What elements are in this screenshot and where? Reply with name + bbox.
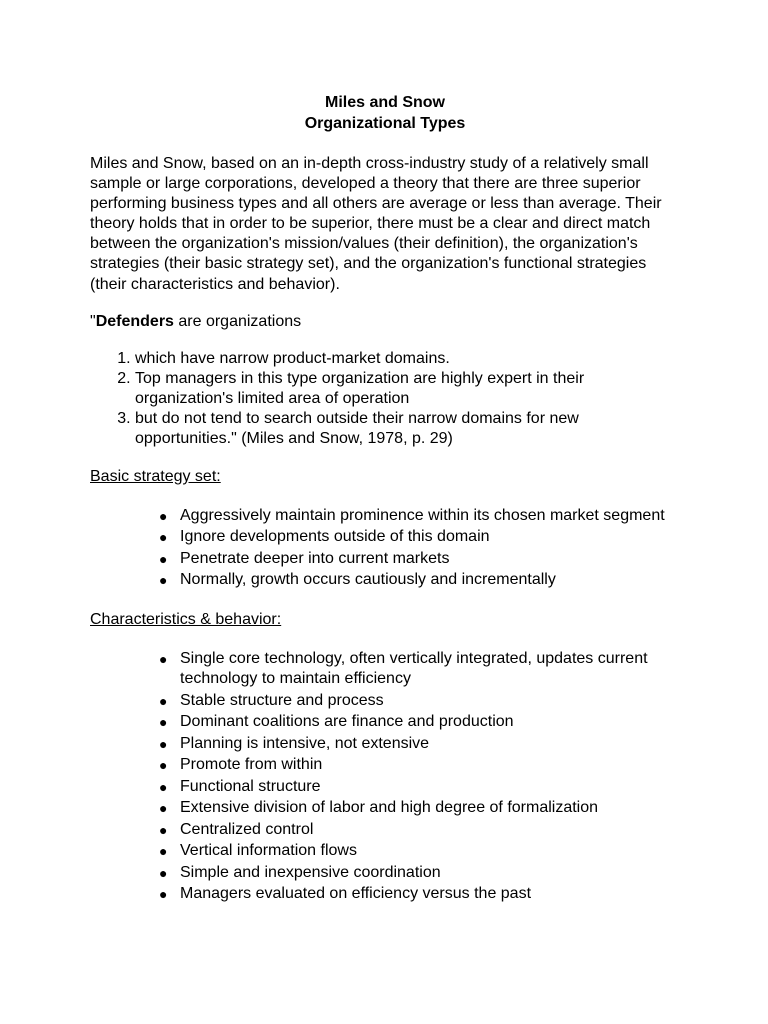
defenders-term: Defenders: [95, 312, 174, 330]
strategy-heading: Basic strategy set:: [90, 467, 221, 485]
list-item: [159, 863, 680, 884]
defenders-lead-text: are organizations: [173, 312, 302, 330]
list-item-text: Promote from within: [180, 756, 323, 774]
list-item: [159, 798, 680, 819]
bullet-icon: ●: [159, 821, 168, 838]
list-item-text: Managers evaluated on efficiency versus the past: [180, 885, 532, 903]
list-item: [159, 841, 680, 862]
list-item: [159, 649, 680, 690]
list-item: [159, 712, 680, 733]
list-item: 2. Top managers in this type organization are highly expert in their organization's limited area of operation: [135, 369, 680, 409]
characteristics-list: [90, 649, 680, 905]
list-item-text: Aggressively maintain prominence within its chosen market segment: [180, 506, 665, 524]
strategy-list: [90, 506, 680, 591]
list-item-text: Ignore developments outside of this domain: [180, 528, 490, 546]
bullet-icon: ●: [159, 800, 168, 817]
bullet-icon: ●: [159, 886, 168, 903]
bullet-icon: ●: [159, 735, 168, 752]
bullet-icon: ●: [159, 692, 168, 709]
list-item-text: Extensive division of labor and high degree of formalization: [180, 799, 599, 817]
defenders-open-quote: ": [90, 312, 96, 330]
list-item-text: Single core technology, often vertically integrated, updates current technology to maintain efficiency: [180, 649, 648, 688]
document-subtitle: Organizational Types: [304, 115, 466, 132]
title-block: [90, 92, 680, 134]
defenders-lead: [90, 312, 680, 332]
list-item: 3. but do not tend to search outside their narrow domains for new opportunities." (Miles and Snow, 1978, p. 29): [135, 409, 680, 449]
bullet-icon: ●: [159, 507, 168, 524]
bullet-icon: ●: [159, 714, 168, 731]
list-item-text: Simple and inexpensive coordination: [180, 863, 441, 881]
list-item: [159, 549, 680, 570]
list-item: [159, 755, 680, 776]
characteristics-heading: Characteristics & behavior:: [90, 610, 282, 628]
list-item-text: Normally, growth occurs cautiously and incrementally: [180, 571, 556, 589]
list-item: [159, 691, 680, 712]
list-item-text: Penetrate deeper into current markets: [180, 549, 450, 567]
list-item: [159, 527, 680, 548]
bullet-icon: ●: [159, 572, 168, 589]
bullet-icon: ●: [159, 778, 168, 795]
document-page: [90, 92, 680, 924]
list-item: [159, 506, 680, 527]
list-item-text: Planning is intensive, not extensive: [180, 734, 430, 752]
list-item: [159, 777, 680, 798]
list-item-text: Dominant coalitions are finance and production: [180, 713, 514, 731]
bullet-icon: ●: [159, 757, 168, 774]
list-item: [159, 734, 680, 755]
list-item-text: Centralized control: [180, 820, 314, 838]
list-item-text: Functional structure: [180, 777, 321, 795]
list-item: [159, 570, 680, 591]
list-item: 1. which have narrow product-market domains.: [135, 349, 680, 369]
list-item-text: Vertical information flows: [180, 842, 357, 860]
list-item: [159, 820, 680, 841]
intro-paragraph: Miles and Snow, based on an in-depth cross-industry study of a relatively small sample or large corporations, developed a theory that there are three superior performing business types and all others are average or less than average. Their theory holds that in order to be superior, there must be a clear and direct match between the organization's mission/values (their definition), the organization's strategies (their basic strategy set), and the organization's functional strategies (their characteristics and behavior).: [90, 155, 662, 293]
list-item: [159, 884, 680, 905]
list-item-text: Stable structure and process: [180, 691, 384, 709]
defenders-points-list: [90, 349, 680, 449]
bullet-icon: ●: [159, 843, 168, 860]
bullet-icon: ●: [159, 650, 168, 667]
bullet-icon: ●: [159, 864, 168, 881]
bullet-icon: ●: [159, 550, 168, 567]
bullet-icon: ●: [159, 529, 168, 546]
document-title: Miles and Snow: [324, 94, 445, 111]
